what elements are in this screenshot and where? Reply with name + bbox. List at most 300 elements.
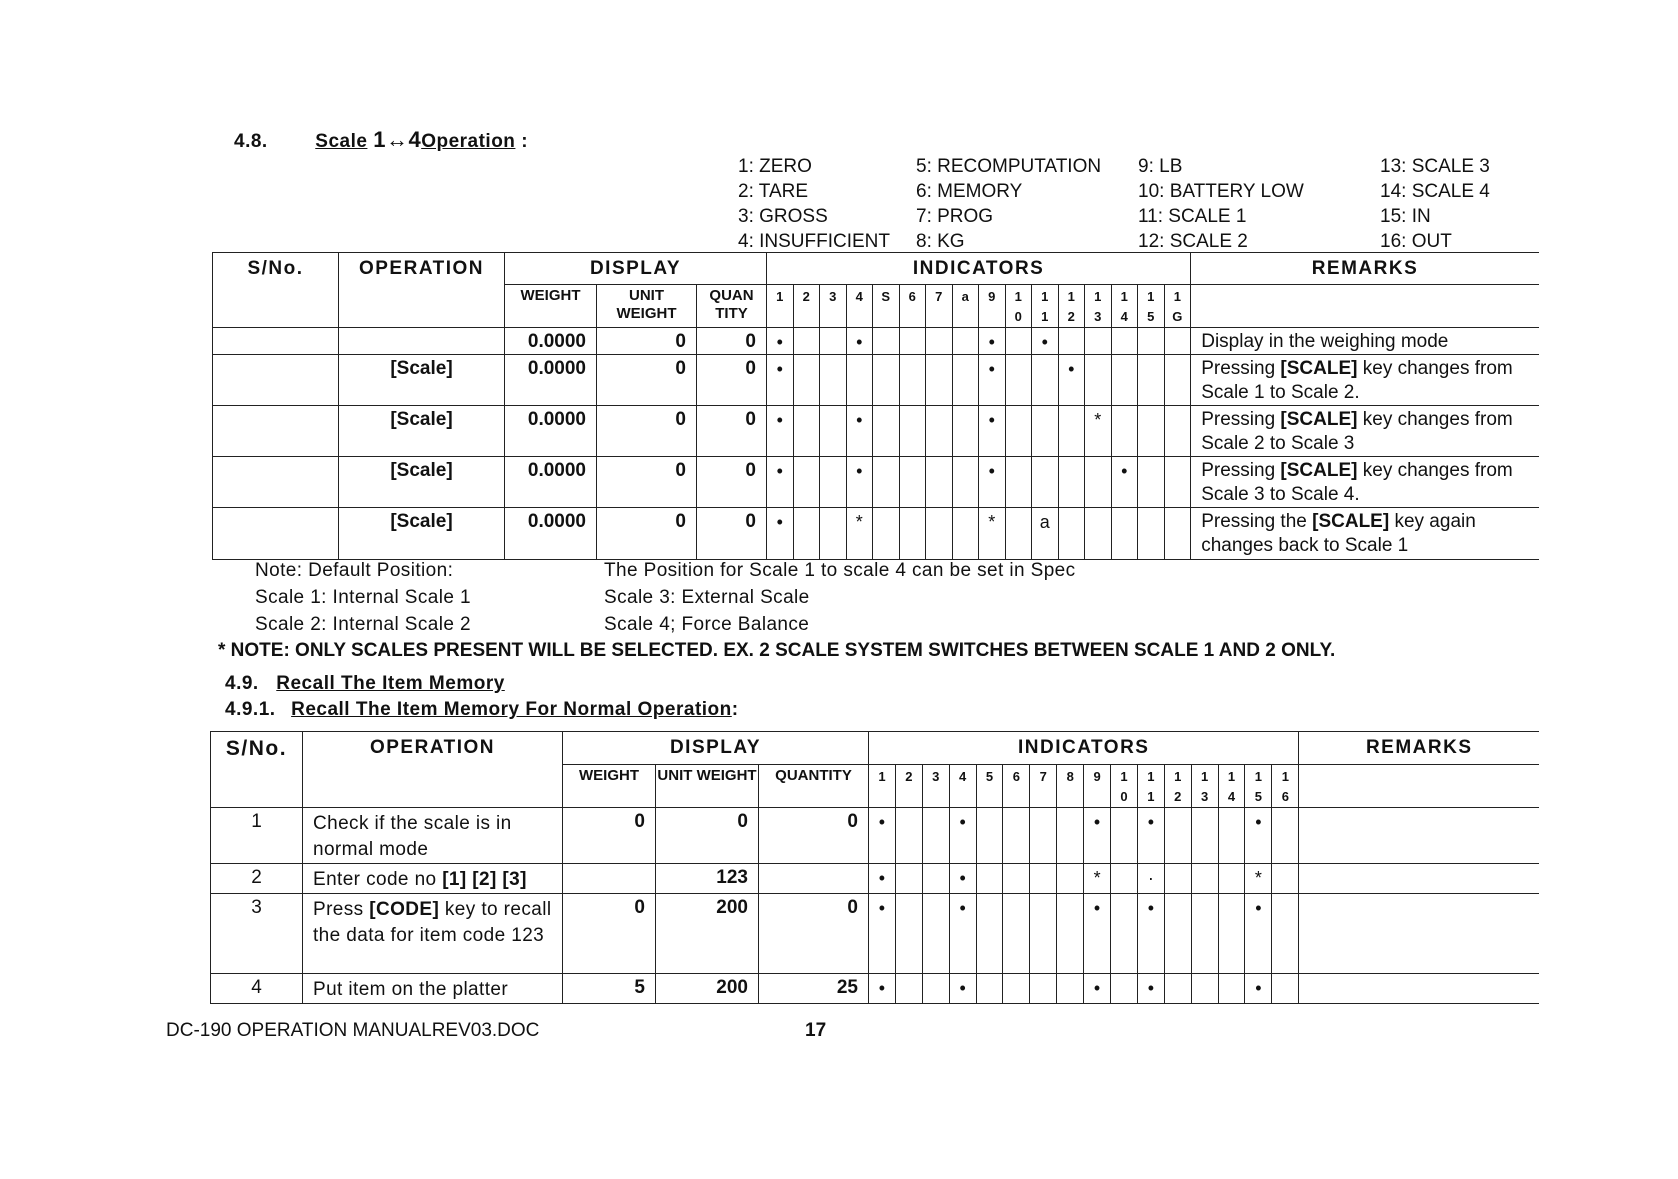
indicator-cell: • bbox=[949, 808, 976, 864]
text-run: [SCALE] bbox=[1280, 409, 1358, 430]
table-row bbox=[213, 406, 1539, 457]
weight-cell: 0.0000 bbox=[505, 406, 597, 457]
quantity-cell bbox=[759, 864, 869, 894]
indicator-cell: * bbox=[1084, 864, 1111, 894]
section-4-9-1-heading bbox=[225, 699, 739, 721]
indicator-cell bbox=[1085, 355, 1112, 406]
indicator-cell bbox=[1032, 406, 1059, 457]
indicator-cell bbox=[1164, 328, 1191, 355]
indicator-cell: • bbox=[1084, 808, 1111, 864]
indicator-cell bbox=[873, 508, 900, 560]
indicator-cell bbox=[1164, 457, 1191, 508]
indicator-cell bbox=[1191, 864, 1218, 894]
weight-cell: 0.0000 bbox=[505, 457, 597, 508]
remarks-subheader bbox=[1191, 285, 1539, 328]
indicator-cell bbox=[873, 457, 900, 508]
indicator-cell bbox=[1138, 457, 1165, 508]
indicator-number-header: 1 5 bbox=[1138, 285, 1165, 328]
indicator-cell bbox=[1138, 406, 1165, 457]
indicator-cell bbox=[976, 808, 1003, 864]
note-scale-4: Scale 4; Force Balance bbox=[604, 614, 810, 635]
indicator-number-header: 1 2 bbox=[1164, 765, 1191, 808]
section-4-9-heading bbox=[225, 673, 505, 695]
indicator-cell: • bbox=[767, 457, 794, 508]
remarks-cell bbox=[1299, 894, 1539, 974]
indicator-cell bbox=[1218, 864, 1245, 894]
indicator-cell: • bbox=[1245, 974, 1272, 1004]
section-number: 4.8. bbox=[234, 131, 268, 152]
weight-cell: 0 bbox=[563, 894, 656, 974]
indicator-cell bbox=[1138, 355, 1165, 406]
table-row bbox=[211, 974, 1539, 1004]
remarks-cell bbox=[1299, 864, 1539, 894]
text-run: Pressing bbox=[1201, 460, 1281, 481]
indicator-cell bbox=[1164, 355, 1191, 406]
table-row bbox=[213, 457, 1539, 508]
indicator-number-header: 1 2 bbox=[1058, 285, 1085, 328]
indicator-number-header: 6 bbox=[1003, 765, 1030, 808]
operation-cell: [Scale] bbox=[339, 355, 505, 406]
indicator-number-header: 1 bbox=[767, 285, 794, 328]
indicator-cell: • bbox=[979, 457, 1006, 508]
indicator-cell bbox=[1030, 894, 1057, 974]
section-title: Recall The Item Memory bbox=[276, 673, 505, 694]
indicator-cell bbox=[1111, 355, 1138, 406]
weight-cell: 0.0000 bbox=[505, 328, 597, 355]
note-scale-3: Scale 3: External Scale bbox=[604, 587, 810, 608]
indicator-cell bbox=[1058, 406, 1085, 457]
indicator-number-header: 7 bbox=[926, 285, 953, 328]
operation-cell bbox=[339, 328, 505, 355]
indicator-number-header: 3 bbox=[922, 765, 949, 808]
indicator-cell bbox=[820, 508, 847, 560]
indicator-number-header: 9 bbox=[1084, 765, 1111, 808]
indicator-cell bbox=[1003, 864, 1030, 894]
indicator-cell bbox=[895, 894, 922, 974]
indicator-cell: • bbox=[846, 328, 873, 355]
indicator-cell: a bbox=[1032, 508, 1059, 560]
indicator-cell bbox=[1111, 328, 1138, 355]
sno-cell bbox=[213, 508, 339, 560]
indicator-cell bbox=[1057, 864, 1084, 894]
sno-cell: 1 bbox=[211, 808, 303, 864]
remarks-header-label: REMARKS bbox=[1311, 258, 1419, 279]
indicator-cell bbox=[899, 355, 926, 406]
weight-header: WEIGHT bbox=[563, 765, 656, 808]
indicator-number-header: 5 bbox=[976, 765, 1003, 808]
indicator-cell: • bbox=[1058, 355, 1085, 406]
table-row bbox=[211, 894, 1539, 974]
text-run: [SCALE] bbox=[1312, 511, 1390, 532]
quantity-header: QUAN TITY bbox=[697, 285, 767, 328]
indicator-number-header: 1 bbox=[869, 765, 896, 808]
indicator-cell bbox=[976, 864, 1003, 894]
indicator-cell: • bbox=[869, 808, 896, 864]
indicator-cell bbox=[1164, 894, 1191, 974]
text-run: [SCALE] bbox=[1280, 358, 1358, 379]
indicator-number-header: 1 3 bbox=[1191, 765, 1218, 808]
indicator-cell bbox=[952, 457, 979, 508]
scale-operation-table bbox=[212, 252, 1539, 560]
indicator-cell bbox=[1003, 974, 1030, 1004]
remarks-cell bbox=[1299, 974, 1539, 1004]
legend-item: 1: ZERO bbox=[738, 156, 812, 177]
indicator-cell: • bbox=[979, 406, 1006, 457]
indicator-cell bbox=[1111, 808, 1138, 864]
text-run: [1] [2] [3] bbox=[442, 869, 527, 890]
indicator-number-header: 8 bbox=[1057, 765, 1084, 808]
indicator-number-header: a bbox=[952, 285, 979, 328]
indicator-legend-col-3 bbox=[1138, 154, 1304, 254]
indicator-cell bbox=[1058, 457, 1085, 508]
indicator-cell: • bbox=[979, 355, 1006, 406]
indicator-cell bbox=[922, 808, 949, 864]
indicator-cell bbox=[899, 508, 926, 560]
remarks-cell bbox=[1191, 406, 1539, 457]
text-run: Press bbox=[313, 899, 370, 920]
legend-item: 16: OUT bbox=[1380, 231, 1452, 252]
indicator-cell bbox=[1058, 508, 1085, 560]
quantity-cell: 0 bbox=[697, 328, 767, 355]
indicator-cell bbox=[1003, 894, 1030, 974]
indicator-cell bbox=[1111, 974, 1138, 1004]
indicator-number-header: 9 bbox=[979, 285, 1006, 328]
operation-cell: [Scale] bbox=[339, 406, 505, 457]
unit-weight-cell: 0 bbox=[597, 457, 697, 508]
indicator-cell: • bbox=[949, 864, 976, 894]
indicator-cell bbox=[926, 457, 953, 508]
indicator-cell bbox=[793, 508, 820, 560]
indicators-header: INDICATORS bbox=[869, 732, 1299, 765]
display-header: DISPLAY bbox=[505, 253, 767, 285]
indicator-number-header: 1 1 bbox=[1137, 765, 1164, 808]
remarks-cell bbox=[1191, 355, 1539, 406]
indicator-number-header: 3 bbox=[820, 285, 847, 328]
remarks-header bbox=[1191, 253, 1539, 285]
operation-cell: [Scale] bbox=[339, 508, 505, 560]
indicator-number-header: 1 4 bbox=[1218, 765, 1245, 808]
legend-item: 3: GROSS bbox=[738, 206, 828, 227]
unit-weight-header: UNIT WEIGHT bbox=[597, 285, 697, 328]
section-4-8-heading bbox=[234, 127, 528, 153]
indicator-cell: • bbox=[767, 328, 794, 355]
indicator-cell: • bbox=[949, 894, 976, 974]
table-row bbox=[213, 508, 1539, 560]
sno-cell: 3 bbox=[211, 894, 303, 974]
indicator-cell bbox=[976, 974, 1003, 1004]
operation-cell bbox=[303, 864, 563, 894]
indicator-number-header: 1 G bbox=[1164, 285, 1191, 328]
table-row bbox=[213, 355, 1539, 406]
indicators-header: INDICATORS bbox=[767, 253, 1191, 285]
indicator-cell bbox=[873, 406, 900, 457]
text-run: key changes from Scale 1 to Scale 2. bbox=[1201, 358, 1513, 403]
note-scale-1: Scale 1: Internal Scale 1 bbox=[255, 587, 471, 608]
indicator-number-header: S bbox=[873, 285, 900, 328]
remarks-cell bbox=[1191, 508, 1539, 560]
indicator-cell: · bbox=[1137, 864, 1164, 894]
indicator-cell: * bbox=[1085, 406, 1112, 457]
indicator-cell bbox=[1005, 457, 1032, 508]
indicator-cell bbox=[1030, 808, 1057, 864]
indicator-cell: • bbox=[1137, 974, 1164, 1004]
text-run: Check if the scale is in normal mode bbox=[313, 813, 512, 860]
table-row bbox=[213, 328, 1539, 355]
indicator-number-header: 1 0 bbox=[1111, 765, 1138, 808]
indicator-cell bbox=[1005, 355, 1032, 406]
indicator-cell: • bbox=[1111, 457, 1138, 508]
indicator-cell: • bbox=[1084, 974, 1111, 1004]
indicator-cell bbox=[922, 864, 949, 894]
footer-document-name: DC-190 OPERATION MANUALREV03.DOC bbox=[166, 1020, 540, 1041]
indicator-cell: • bbox=[767, 355, 794, 406]
table-row bbox=[211, 808, 1539, 864]
indicator-number-header: 1 6 bbox=[1272, 765, 1299, 808]
indicator-cell bbox=[1005, 328, 1032, 355]
indicator-cell bbox=[1030, 864, 1057, 894]
indicator-number-header: 2 bbox=[895, 765, 922, 808]
operation-cell: [Scale] bbox=[339, 457, 505, 508]
indicator-cell bbox=[926, 508, 953, 560]
weight-cell: 0.0000 bbox=[505, 355, 597, 406]
indicator-cell bbox=[1058, 328, 1085, 355]
quantity-header: QUANTITY bbox=[759, 765, 869, 808]
indicator-number-header: 1 5 bbox=[1245, 765, 1272, 808]
indicator-cell bbox=[1191, 894, 1218, 974]
indicator-cell bbox=[926, 355, 953, 406]
section-title-part: Operation bbox=[421, 131, 516, 152]
legend-item: 9: LB bbox=[1138, 156, 1183, 177]
indicator-cell bbox=[1218, 808, 1245, 864]
indicator-cell bbox=[952, 355, 979, 406]
indicator-cell bbox=[899, 328, 926, 355]
sno-cell bbox=[213, 355, 339, 406]
indicator-cell bbox=[1085, 328, 1112, 355]
indicator-cell bbox=[1111, 508, 1138, 560]
indicator-cell bbox=[1218, 974, 1245, 1004]
remarks-subheader bbox=[1299, 765, 1539, 808]
indicator-cell bbox=[793, 355, 820, 406]
indicator-cell bbox=[952, 406, 979, 457]
indicator-cell bbox=[1272, 808, 1299, 864]
indicator-cell bbox=[895, 974, 922, 1004]
indicator-cell bbox=[899, 406, 926, 457]
legend-item: 12: SCALE 2 bbox=[1138, 231, 1248, 252]
sno-cell bbox=[213, 406, 339, 457]
indicator-cell: • bbox=[1137, 894, 1164, 974]
indicator-cell: * bbox=[1245, 864, 1272, 894]
note-scale-2: Scale 2: Internal Scale 2 bbox=[255, 614, 471, 635]
indicator-cell: • bbox=[979, 328, 1006, 355]
indicator-cell bbox=[895, 864, 922, 894]
section-title: Recall The Item Memory For Normal Operation bbox=[291, 699, 732, 720]
weight-cell: 0.0000 bbox=[505, 508, 597, 560]
indicator-cell bbox=[1003, 808, 1030, 864]
indicator-number-header: 4 bbox=[949, 765, 976, 808]
legend-item: 14: SCALE 4 bbox=[1380, 181, 1490, 202]
remarks-header: REMARKS bbox=[1299, 732, 1539, 765]
operation-cell bbox=[303, 894, 563, 974]
indicator-cell: • bbox=[1084, 894, 1111, 974]
remarks-cell bbox=[1191, 457, 1539, 508]
indicator-cell bbox=[873, 355, 900, 406]
indicator-cell bbox=[793, 406, 820, 457]
text-run: [CODE] bbox=[369, 899, 440, 920]
indicator-cell: • bbox=[869, 894, 896, 974]
indicator-number-header: 6 bbox=[899, 285, 926, 328]
indicator-cell: • bbox=[767, 406, 794, 457]
quantity-cell: 0 bbox=[697, 457, 767, 508]
quantity-cell: 0 bbox=[697, 406, 767, 457]
legend-item: 7: PROG bbox=[916, 206, 994, 227]
indicator-legend-col-2 bbox=[916, 154, 1101, 254]
sno-cell: 2 bbox=[211, 864, 303, 894]
quantity-cell: 0 bbox=[697, 355, 767, 406]
recall-item-memory-table bbox=[210, 731, 1539, 1004]
indicator-cell bbox=[1111, 406, 1138, 457]
unit-weight-cell: 0 bbox=[597, 508, 697, 560]
indicator-cell: • bbox=[846, 457, 873, 508]
indicator-cell bbox=[1272, 894, 1299, 974]
operation-header: OPERATION bbox=[303, 732, 563, 808]
indicator-number-header: 1 0 bbox=[1005, 285, 1032, 328]
indicator-cell: • bbox=[869, 864, 896, 894]
indicator-number-header: 1 4 bbox=[1111, 285, 1138, 328]
unit-weight-cell: 0 bbox=[656, 808, 759, 864]
indicator-number-header: 2 bbox=[793, 285, 820, 328]
indicator-cell bbox=[1191, 974, 1218, 1004]
text-run: [SCALE] bbox=[1280, 460, 1358, 481]
weight-cell: 5 bbox=[563, 974, 656, 1004]
operation-header: OPERATION bbox=[339, 253, 505, 328]
indicator-cell: • bbox=[767, 508, 794, 560]
text-run: key to recall the data for item code 123 bbox=[313, 899, 552, 946]
table-row bbox=[211, 864, 1539, 894]
indicator-cell bbox=[1057, 808, 1084, 864]
indicator-cell bbox=[926, 406, 953, 457]
indicator-cell bbox=[976, 894, 1003, 974]
indicator-cell bbox=[1032, 457, 1059, 508]
indicator-cell bbox=[1111, 894, 1138, 974]
indicator-cell: • bbox=[1032, 328, 1059, 355]
indicator-cell bbox=[1164, 406, 1191, 457]
sno-header: S/No. bbox=[211, 732, 303, 808]
text-run: Put item on the platter bbox=[313, 979, 509, 1000]
note-spec-position: The Position for Scale 1 to scale 4 can be set in Spec bbox=[604, 560, 1076, 581]
indicator-number-header: 1 1 bbox=[1032, 285, 1059, 328]
indicator-cell bbox=[1005, 406, 1032, 457]
indicator-cell bbox=[952, 328, 979, 355]
quantity-cell: 0 bbox=[697, 508, 767, 560]
indicator-cell: • bbox=[1137, 808, 1164, 864]
indicator-cell bbox=[1272, 864, 1299, 894]
indicator-cell bbox=[820, 457, 847, 508]
quantity-cell: 0 bbox=[759, 894, 869, 974]
indicator-cell bbox=[846, 355, 873, 406]
text-run: key again changes back to Scale 1 bbox=[1201, 511, 1476, 556]
indicator-number-header: 4 bbox=[846, 285, 873, 328]
indicator-cell bbox=[1164, 508, 1191, 560]
indicator-cell bbox=[1030, 974, 1057, 1004]
indicator-legend-col-4 bbox=[1380, 154, 1490, 254]
section-number: 4.9. bbox=[225, 673, 259, 694]
indicator-cell bbox=[1057, 974, 1084, 1004]
indicator-cell bbox=[1005, 508, 1032, 560]
indicator-number-header: 1 3 bbox=[1085, 285, 1112, 328]
text-run: Pressing bbox=[1201, 358, 1281, 379]
legend-item: 8: KG bbox=[916, 231, 965, 252]
note-scales-present: * NOTE: ONLY SCALES PRESENT WILL BE SELECTED. EX. 2 SCALE SYSTEM SWITCHES BETWEEN SCALE 1 AND 2 ONLY. bbox=[218, 640, 1336, 661]
display-header: DISPLAY bbox=[563, 732, 869, 765]
indicator-cell bbox=[1138, 328, 1165, 355]
indicator-cell bbox=[899, 457, 926, 508]
operation-cell bbox=[303, 808, 563, 864]
legend-item: 10: BATTERY LOW bbox=[1138, 181, 1304, 202]
weight-cell: 0 bbox=[563, 808, 656, 864]
operation-cell bbox=[303, 974, 563, 1004]
text-run: Display in the weighing mode bbox=[1201, 331, 1449, 352]
weight-cell bbox=[563, 864, 656, 894]
indicator-cell bbox=[922, 894, 949, 974]
unit-weight-cell: 0 bbox=[597, 328, 697, 355]
indicator-cell bbox=[1164, 808, 1191, 864]
indicator-cell: • bbox=[1245, 894, 1272, 974]
indicator-cell bbox=[1272, 974, 1299, 1004]
legend-item: 2: TARE bbox=[738, 181, 809, 202]
indicator-cell: • bbox=[869, 974, 896, 1004]
text-run: Pressing the bbox=[1201, 511, 1313, 532]
indicator-cell bbox=[1191, 808, 1218, 864]
legend-item: 11: SCALE 1 bbox=[1138, 206, 1247, 227]
section-title-colon: : bbox=[731, 699, 739, 720]
indicator-cell bbox=[1218, 894, 1245, 974]
text-run: key changes from Scale 2 to Scale 3 bbox=[1201, 409, 1513, 454]
text-run: Enter code no bbox=[313, 869, 443, 890]
section-number: 4.9.1. bbox=[225, 699, 276, 720]
quantity-cell: 0 bbox=[759, 808, 869, 864]
indicator-cell bbox=[1085, 508, 1112, 560]
unit-weight-cell: 200 bbox=[656, 974, 759, 1004]
indicator-cell bbox=[952, 508, 979, 560]
indicator-cell: * bbox=[979, 508, 1006, 560]
indicator-cell bbox=[793, 328, 820, 355]
indicator-cell bbox=[922, 974, 949, 1004]
unit-weight-cell: 123 bbox=[656, 864, 759, 894]
unit-weight-cell: 200 bbox=[656, 894, 759, 974]
unit-weight-header: UNIT WEIGHT bbox=[656, 765, 759, 808]
note-default-position: Note: Default Position: bbox=[255, 560, 454, 581]
indicator-cell: • bbox=[1245, 808, 1272, 864]
indicator-cell bbox=[1057, 894, 1084, 974]
unit-weight-cell: 0 bbox=[597, 406, 697, 457]
indicator-cell bbox=[820, 355, 847, 406]
indicator-legend-col-1 bbox=[738, 154, 890, 254]
section-title-part: : bbox=[521, 131, 529, 152]
indicator-cell bbox=[1032, 355, 1059, 406]
indicator-cell bbox=[1111, 864, 1138, 894]
weight-header: WEIGHT bbox=[505, 285, 597, 328]
indicator-cell bbox=[1085, 457, 1112, 508]
indicator-cell bbox=[820, 406, 847, 457]
legend-item: 13: SCALE 3 bbox=[1380, 156, 1490, 177]
remarks-cell bbox=[1299, 808, 1539, 864]
sno-cell: 4 bbox=[211, 974, 303, 1004]
indicator-cell: • bbox=[949, 974, 976, 1004]
legend-item: 6: MEMORY bbox=[916, 181, 1023, 202]
indicator-cell bbox=[873, 328, 900, 355]
sno-cell bbox=[213, 328, 339, 355]
indicator-cell bbox=[793, 457, 820, 508]
